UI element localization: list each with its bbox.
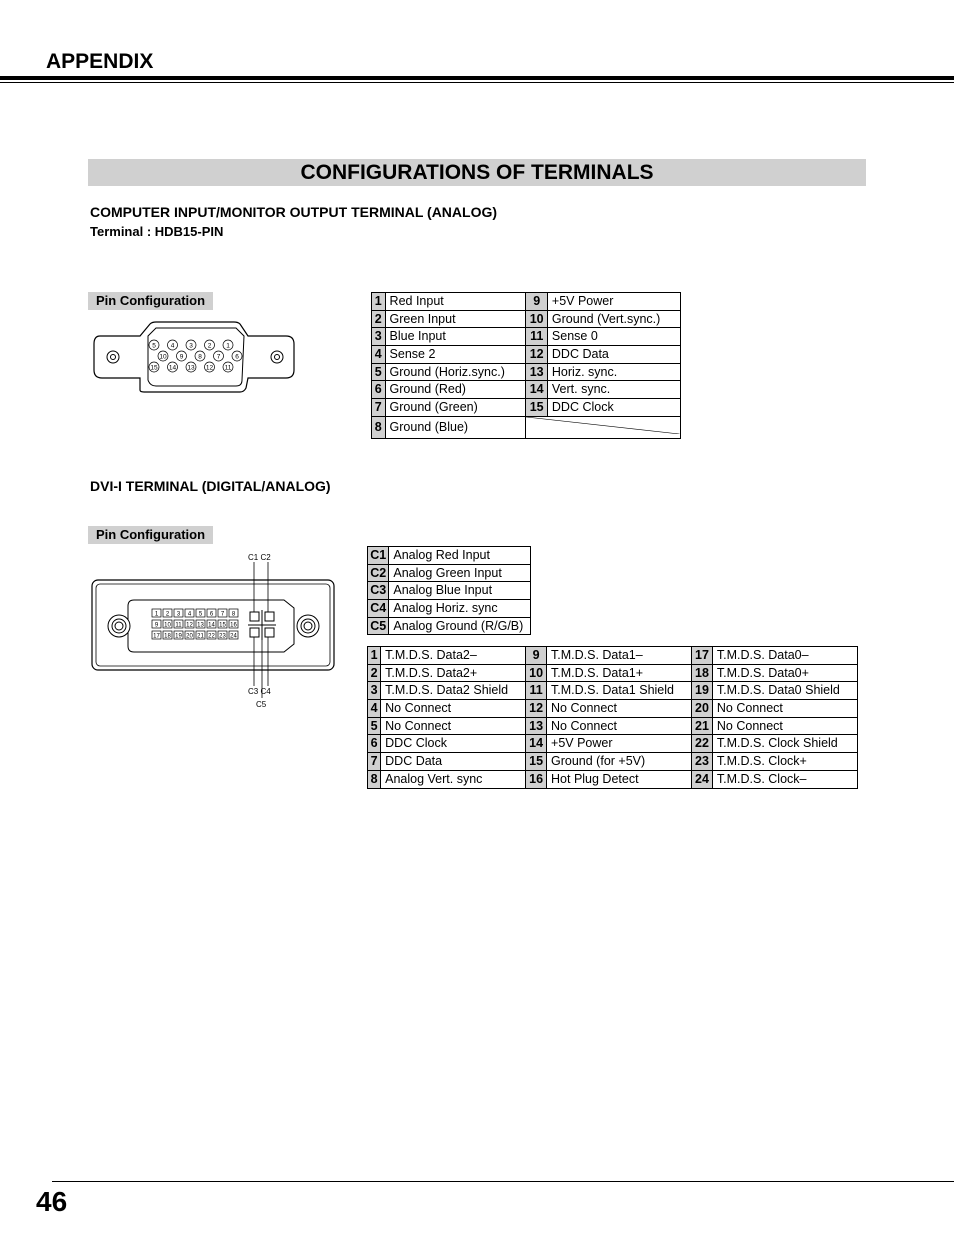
pin-number: 18 (692, 664, 713, 682)
dvi-heading: DVI-I TERMINAL (DIGITAL/ANALOG) (90, 478, 331, 494)
analog-heading: COMPUTER INPUT/MONITOR OUTPUT TERMINAL (ANALOG) (90, 204, 498, 220)
pin-name: T.M.D.S. Data1+ (547, 664, 692, 682)
pin-label: 16 (230, 622, 237, 629)
header-rule-thick (0, 76, 954, 80)
pin-label: 6 (235, 353, 239, 361)
pin-name: T.M.D.S. Data2 Shield (381, 682, 526, 700)
pin-label: 4 (170, 342, 175, 350)
pin-number: 8 (368, 770, 381, 788)
pin-name: No Connect (381, 717, 526, 735)
pin-name: Analog Vert. sync (381, 770, 526, 788)
pin-label: 2 (165, 611, 170, 618)
dvi-label-c3c4: C3 C4 (248, 687, 271, 696)
pin-number: 7 (372, 399, 386, 417)
pin-label: 7 (220, 611, 225, 618)
pin-name: T.M.D.S. Clock Shield (712, 735, 857, 753)
pin-number: 14 (526, 381, 547, 399)
pin-number: 17 (692, 647, 713, 665)
pin-label: 6 (209, 611, 214, 618)
pin-name: Ground (for +5V) (547, 753, 692, 771)
page-number: 46 (36, 1186, 68, 1217)
pin-name: No Connect (712, 700, 857, 718)
table-row (372, 381, 681, 399)
table-row (368, 700, 858, 718)
table-row (368, 664, 858, 682)
pin-label: 14 (208, 622, 215, 629)
pin-name: Ground (Vert.sync.) (547, 310, 680, 328)
analog-pin-config-label: Pin Configuration (88, 292, 213, 310)
pin-number: 12 (526, 700, 547, 718)
pin-number: 10 (526, 310, 547, 328)
pin-number: 24 (692, 770, 713, 788)
pin-number: C4 (368, 600, 389, 618)
pin-number: 21 (692, 717, 713, 735)
pin-name: T.M.D.S. Data2– (381, 647, 526, 665)
pin-name: T.M.D.S. Data0 Shield (712, 682, 857, 700)
pin-number: 3 (372, 328, 386, 346)
table-row (368, 735, 858, 753)
pin-number: 6 (368, 735, 381, 753)
pin-name: DDC Clock (547, 399, 680, 417)
pin-name: Sense 0 (547, 328, 680, 346)
pin-label: 5 (152, 342, 156, 350)
pin-name: No Connect (381, 700, 526, 718)
pin-name: T.M.D.S. Clock+ (712, 753, 857, 771)
pin-label: 21 (197, 633, 204, 640)
table-row (372, 310, 681, 328)
pin-number: 11 (526, 682, 547, 700)
pin-label: 7 (216, 353, 221, 361)
pin-number: C3 (368, 582, 389, 600)
dvi-pin-config-label: Pin Configuration (88, 526, 213, 544)
pin-name: Blue Input (385, 328, 526, 346)
pin-number: C5 (368, 617, 389, 635)
pin-number: 8 (372, 416, 386, 438)
pin-name: +5V Power (547, 293, 680, 311)
pin-number: 15 (526, 753, 547, 771)
pin-label: 8 (198, 353, 202, 361)
pin-number: 9 (526, 293, 547, 311)
pin-name: Analog Green Input (389, 564, 531, 582)
pin-label: 1 (226, 342, 230, 350)
pin-name: DDC Data (381, 753, 526, 771)
empty-cell (526, 416, 681, 438)
dvi-label-c5: C5 (256, 700, 267, 709)
table-row (368, 617, 531, 635)
pin-name: T.M.D.S. Data1 Shield (547, 682, 692, 700)
pin-number: 6 (372, 381, 386, 399)
pin-name: Red Input (385, 293, 526, 311)
pin-name: Ground (Red) (385, 381, 526, 399)
pin-label: 3 (189, 342, 193, 350)
pin-label: 9 (179, 353, 184, 361)
pin-number: 23 (692, 753, 713, 771)
table-row (368, 753, 858, 771)
table-row (368, 547, 531, 565)
pin-name: Vert. sync. (547, 381, 680, 399)
pin-name: Analog Blue Input (389, 582, 531, 600)
pin-label: 5 (198, 611, 203, 618)
pin-name: T.M.D.S. Data0+ (712, 664, 857, 682)
dvi-digital-pin-table (367, 646, 858, 789)
pin-name: Horiz. sync. (547, 363, 680, 381)
pin-label: 20 (186, 633, 193, 640)
dvi-connector-diagram (88, 548, 340, 713)
table-row (372, 328, 681, 346)
pin-number: 16 (526, 770, 547, 788)
pin-label: 10 (159, 353, 167, 361)
table-row (368, 600, 531, 618)
table-row (372, 346, 681, 364)
pin-name: No Connect (547, 700, 692, 718)
pin-label: 18 (164, 633, 171, 640)
pin-label: 14 (168, 364, 177, 372)
pin-number: 3 (368, 682, 381, 700)
pin-label: 12 (186, 622, 193, 629)
diagonal-strike (526, 417, 680, 434)
pin-label: 11 (175, 622, 182, 629)
pin-label: 4 (187, 611, 192, 618)
pin-name: T.M.D.S. Data0– (712, 647, 857, 665)
pin-number: 4 (368, 700, 381, 718)
table-row (368, 682, 858, 700)
dvi-analog-pin-table (367, 546, 531, 635)
pin-name: Ground (Blue) (385, 416, 526, 438)
pin-label: 15 (150, 364, 158, 372)
pin-label: 3 (176, 611, 181, 618)
pin-name: Analog Ground (R/G/B) (389, 617, 531, 635)
footer-rule (52, 1181, 954, 1182)
pin-name: Hot Plug Detect (547, 770, 692, 788)
pin-number: 10 (526, 664, 547, 682)
pin-label: 2 (207, 342, 212, 350)
header-rule-thin (0, 82, 954, 83)
pin-number: 2 (368, 664, 381, 682)
table-row (372, 363, 681, 381)
pin-number: 15 (526, 399, 547, 417)
pin-name: No Connect (547, 717, 692, 735)
pin-name: Sense 2 (385, 346, 526, 364)
pin-label: 12 (205, 364, 214, 372)
section-header: APPENDIX (46, 50, 154, 73)
pin-number: 20 (692, 700, 713, 718)
table-row (368, 582, 531, 600)
pin-label: 13 (187, 364, 195, 372)
pin-number: 4 (372, 346, 386, 364)
pin-number: 9 (526, 647, 547, 665)
pin-name: +5V Power (547, 735, 692, 753)
pin-number: 19 (692, 682, 713, 700)
analog-pin-table (371, 292, 681, 439)
pin-number: 12 (526, 346, 547, 364)
pin-label: 13 (197, 622, 204, 629)
pin-number: 13 (526, 717, 547, 735)
table-row (368, 647, 858, 665)
pin-label: 15 (219, 622, 226, 629)
pin-name: DDC Data (547, 346, 680, 364)
table-row (368, 770, 858, 788)
pin-label: 24 (230, 633, 237, 640)
pin-name: Ground (Green) (385, 399, 526, 417)
pin-name: T.M.D.S. Clock– (712, 770, 857, 788)
table-row (372, 293, 681, 311)
pin-label: 10 (164, 622, 171, 629)
pin-number: 1 (372, 293, 386, 311)
pin-name: Analog Red Input (389, 547, 531, 565)
table-row (372, 399, 681, 417)
pin-name: T.M.D.S. Data2+ (381, 664, 526, 682)
pin-name: Analog Horiz. sync (389, 600, 531, 618)
pin-name: Ground (Horiz.sync.) (385, 363, 526, 381)
pin-name: No Connect (712, 717, 857, 735)
pin-name: T.M.D.S. Data1– (547, 647, 692, 665)
pin-number: 1 (368, 647, 381, 665)
dvi-label-c1c2: C1 C2 (248, 553, 271, 562)
pin-number: 5 (372, 363, 386, 381)
pin-number: C1 (368, 547, 389, 565)
pin-number: 11 (526, 328, 547, 346)
pin-label: 17 (153, 633, 160, 640)
pin-number: 22 (692, 735, 713, 753)
pin-number: 7 (368, 753, 381, 771)
table-row (372, 416, 681, 438)
pin-label: 1 (154, 611, 159, 618)
pin-number: 5 (368, 717, 381, 735)
table-row (368, 717, 858, 735)
pin-label: 11 (224, 364, 232, 372)
pin-label: 22 (208, 633, 215, 640)
pin-number: 2 (372, 310, 386, 328)
pin-label: 8 (231, 611, 236, 618)
pin-number: 14 (526, 735, 547, 753)
pin-label: 23 (219, 633, 226, 640)
analog-terminal-type: Terminal : HDB15-PIN (90, 224, 224, 239)
pin-number: 13 (526, 363, 547, 381)
pin-label: 9 (154, 622, 159, 629)
hdb15-connector-diagram (90, 318, 300, 398)
pin-number: C2 (368, 564, 389, 582)
pin-name: DDC Clock (381, 735, 526, 753)
page-title: CONFIGURATIONS OF TERMINALS (300, 161, 654, 184)
pin-name: Green Input (385, 310, 526, 328)
pin-label: 19 (175, 633, 182, 640)
table-row (368, 564, 531, 582)
